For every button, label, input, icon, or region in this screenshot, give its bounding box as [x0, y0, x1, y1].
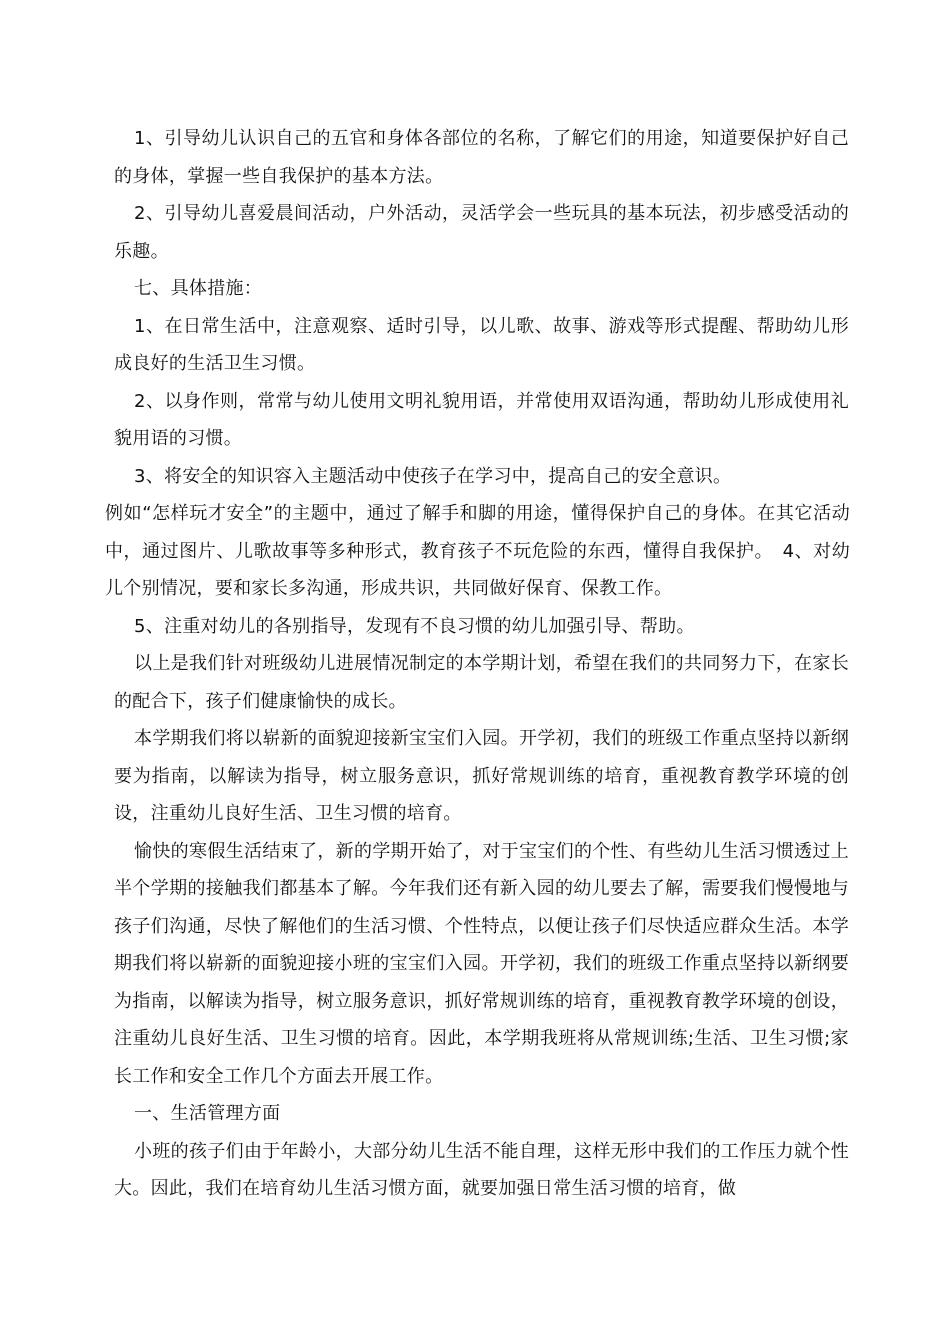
paragraph-example-safety: 例如“怎样玩才安全”的主题中，通过了解手和脚的用途，懂得保护自己的身体。在其它活动中，通过图片、儿歌故事等多种形式，教育孩子不玩危险的东西，懂得自我保护。 4、对幼儿个别情况，要和家长多沟通，形成共识，共同做好保育、保教工作。: [105, 503, 850, 599]
document-body: [105, 120, 850, 1208]
section-heading-life-management: 一、生活管理方面: [134, 1103, 281, 1124]
section-heading-measures: 七、具体措施：: [134, 278, 263, 299]
paragraph-goal-1: 1、引导幼儿认识自己的五官和身体各部位的名称，了解它们的用途，知道要保护好自己的身体，掌握一些自我保护的基本方法。: [114, 128, 849, 187]
paragraph-goal-2: 2、引导幼儿喜爱晨间活动，户外活动，灵活学会一些玩具的基本玩法，初步感受活动的乐趣。: [114, 203, 849, 262]
paragraph-semester-intro: 本学期我们将以崭新的面貌迎接新宝宝们入园。开学初，我们的班级工作重点坚持以新纲要为指南，以解读为指导，树立服务意识，抓好常规训练的培育，重视教育教学环境的创设，注重幼儿良好生活、卫生习惯的培育。: [114, 728, 849, 824]
paragraph-measure-2: 2、以身作则，常常与幼儿使用文明礼貌用语，并常使用双语沟通，帮助幼儿形成使用礼貌用语的习惯。: [114, 390, 849, 449]
paragraph-summary: 以上是我们针对班级幼儿进展情况制定的本学期计划，希望在我们的共同努力下，在家长的配合下，孩子们健康愉快的成长。: [114, 653, 849, 712]
paragraph-life-management: 小班的孩子们由于年龄小，大部分幼儿生活不能自理，这样无形中我们的工作压力就个性大。因此，我们在培育幼儿生活习惯方面，就要加强日常生活习惯的培育，做: [114, 1140, 849, 1199]
paragraph-measure-5: 5、注重对幼儿的各别指导，发现有不良习惯的幼儿加强引导、帮助。: [134, 615, 695, 637]
paragraph-semester-plan: 愉快的寒假生活结束了，新的学期开始了，对于宝宝们的个性、有些幼儿生活习惯透过上半个学期的接触我们都基本了解。今年我们还有新入园的幼儿要去了解，需要我们慢慢地与孩子们沟通，尽快了解他们的生活习惯、个性特点，以便让孩子们尽快适应群众生活。本学期我们将以崭新的面貌迎接小班的宝宝们入园。开学初，我们的班级工作重点坚持以新纲要为指南，以解读为指导，树立服务意识，抓好常规训练的培育，重视教育教学环境的创设，注重幼儿良好生活、卫生习惯的培育。因此，本学期我班将从常规训练;生活、卫生习惯;家长工作和安全工作几个方面去开展工作。: [114, 840, 849, 1087]
paragraph-measure-1: 1、在日常生活中，注意观察、适时引导，以儿歌、故事、游戏等形式提醒、帮助幼儿形成良好的生活卫生习惯。: [114, 315, 849, 374]
paragraph-measure-3: 3、将安全的知识容入主题活动中使孩子在学习中，提高自己的安全意识。: [134, 465, 732, 487]
